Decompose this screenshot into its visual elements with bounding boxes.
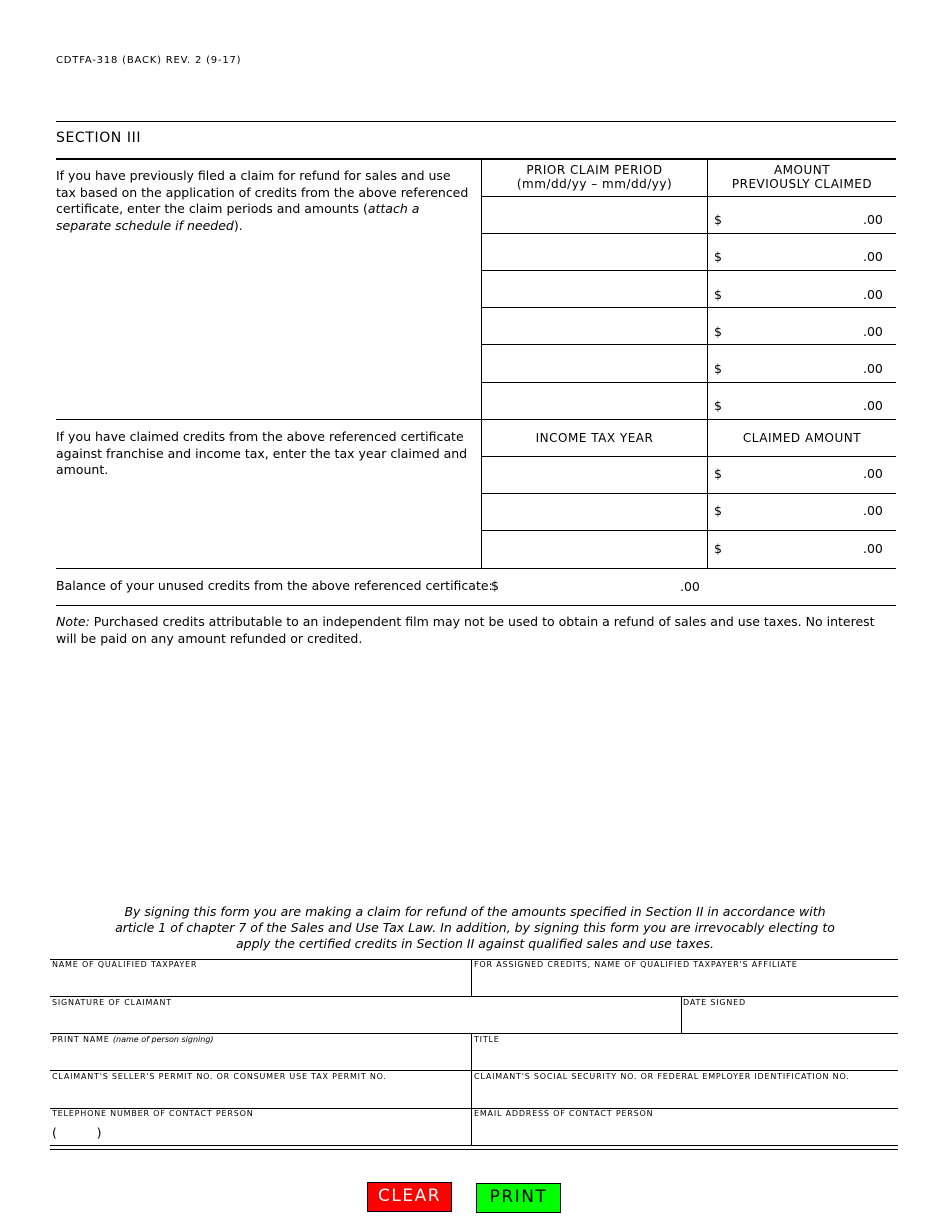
prior-claim-period-input[interactable] bbox=[484, 311, 704, 341]
amount-header-line1: AMOUNT bbox=[773, 163, 831, 177]
currency-symbol: $ bbox=[714, 249, 722, 264]
affiliate-name-label: FOR ASSIGNED CREDITS, NAME OF QUALIFIED TAXPAYER'S AFFILIATE bbox=[474, 960, 798, 969]
taxpayer-name-input[interactable] bbox=[52, 972, 467, 994]
cents-suffix: .00 bbox=[863, 466, 883, 481]
row-rule bbox=[481, 344, 896, 345]
currency-symbol: $ bbox=[714, 503, 722, 518]
field-divider bbox=[471, 959, 472, 996]
affiliate-name-input[interactable] bbox=[474, 972, 894, 994]
income-tax-year-input[interactable] bbox=[484, 534, 704, 564]
field-rule bbox=[50, 1033, 898, 1034]
print-name-input[interactable] bbox=[52, 1047, 467, 1069]
currency-symbol: $ bbox=[714, 361, 722, 376]
prior-claim-period-input[interactable] bbox=[484, 386, 704, 416]
title-label: TITLE bbox=[474, 1035, 500, 1044]
field-rule bbox=[50, 996, 898, 997]
row-rule bbox=[481, 307, 896, 308]
amount-header-line2: PREVIOUSLY CLAIMED bbox=[731, 177, 873, 191]
cents-suffix: .00 bbox=[863, 398, 883, 413]
telephone-area-code: ( ) bbox=[52, 1125, 102, 1140]
income-tax-year-input[interactable] bbox=[484, 460, 704, 490]
email-label: EMAIL ADDRESS OF CONTACT PERSON bbox=[474, 1109, 654, 1118]
telephone-input[interactable] bbox=[110, 1122, 465, 1142]
table-top-rule bbox=[56, 158, 896, 160]
prior-claim-amount-input[interactable] bbox=[726, 361, 861, 377]
prior-claim-period-header-line2: (mm/dd/yy – mm/dd/yy) bbox=[516, 177, 673, 191]
declaration-text: By signing this form you are making a claim for refund of the amounts specified in Section II in accordance with article 1 of chapter 7 of the Sales and Use Tax Law. In addition, by signing this form you are irrevocably electing to apply the certified credits in Section II against qualified sales and use taxes. bbox=[115, 904, 835, 951]
row-rule bbox=[481, 233, 896, 234]
prior-claims-end: ). bbox=[233, 217, 243, 233]
ssn-fein-label: CLAIMANT'S SOCIAL SECURITY NO. OR FEDERAL EMPLOYER IDENTIFICATION NO. bbox=[474, 1072, 850, 1081]
prior-claim-period-input[interactable] bbox=[484, 274, 704, 304]
email-input[interactable] bbox=[474, 1121, 894, 1143]
fields-bottom-rule-double bbox=[50, 1149, 898, 1150]
income-tax-year-header: INCOME TAX YEAR bbox=[535, 431, 654, 445]
claimed-amount-input[interactable] bbox=[726, 503, 861, 519]
prior-claims-italic: attach a separate schedule if needed bbox=[56, 201, 420, 233]
prior-claim-amount-input[interactable] bbox=[726, 212, 861, 228]
row-rule bbox=[481, 456, 896, 457]
row-rule bbox=[481, 382, 896, 383]
date-signed-input[interactable] bbox=[683, 1010, 893, 1032]
claimed-amount-input[interactable] bbox=[726, 541, 861, 557]
print-name-sublabel: (name of person signing) bbox=[112, 1035, 214, 1044]
field-divider bbox=[471, 1070, 472, 1108]
balance-top-rule bbox=[56, 568, 896, 569]
prior-claim-period-header bbox=[482, 163, 707, 191]
table-divider-left bbox=[481, 158, 482, 569]
prior-claim-period-header-line1: PRIOR CLAIM PERIOD bbox=[526, 163, 663, 177]
note-label: Note: bbox=[56, 614, 90, 629]
claimed-amount-header: CLAIMED AMOUNT bbox=[742, 431, 862, 445]
currency-symbol: $ bbox=[714, 324, 722, 339]
cents-suffix: .00 bbox=[863, 287, 883, 302]
taxpayer-name-label: NAME OF QUALIFIED TAXPAYER bbox=[52, 960, 198, 969]
balance-cents: .00 bbox=[680, 579, 700, 594]
row-rule bbox=[481, 530, 896, 531]
note-paragraph bbox=[56, 614, 891, 647]
balance-amount-input[interactable] bbox=[503, 578, 673, 594]
prior-claim-period-input[interactable] bbox=[484, 200, 704, 230]
ssn-fein-input[interactable] bbox=[474, 1084, 894, 1106]
cents-suffix: .00 bbox=[863, 324, 883, 339]
form-id: CDTFA-318 (BACK) REV. 2 (9-17) bbox=[56, 55, 242, 66]
fields-bottom-rule bbox=[50, 1145, 898, 1146]
date-signed-label: DATE SIGNED bbox=[683, 998, 746, 1007]
currency-symbol: $ bbox=[714, 212, 722, 227]
income-tax-year-input[interactable] bbox=[484, 497, 704, 527]
prior-claim-period-input[interactable] bbox=[484, 237, 704, 267]
field-rule bbox=[50, 1070, 898, 1071]
cents-suffix: .00 bbox=[863, 249, 883, 264]
balance-currency: $ bbox=[491, 578, 499, 593]
telephone-label: TELEPHONE NUMBER OF CONTACT PERSON bbox=[52, 1109, 254, 1118]
currency-symbol: $ bbox=[714, 287, 722, 302]
cents-suffix: .00 bbox=[863, 503, 883, 518]
cents-suffix: .00 bbox=[863, 361, 883, 376]
note-text: Purchased credits attributable to an independent film may not be used to obtain a refund of sales and use taxes. No interest will be paid on any amount refunded or credited. bbox=[56, 614, 875, 646]
claimed-amount-input[interactable] bbox=[726, 466, 861, 482]
section-title: SECTION III bbox=[56, 130, 142, 146]
prior-claim-amount-input[interactable] bbox=[726, 287, 861, 303]
title-input[interactable] bbox=[474, 1047, 894, 1069]
prior-claims-instruction bbox=[56, 168, 474, 234]
currency-symbol: $ bbox=[714, 466, 722, 481]
prior-claim-period-input[interactable] bbox=[484, 348, 704, 378]
clear-button[interactable]: CLEAR bbox=[367, 1182, 452, 1212]
income-tax-instruction: If you have claimed credits from the above referenced certificate against franchise and income tax, enter the tax year claimed and amount. bbox=[56, 429, 468, 477]
prior-claim-amount-input[interactable] bbox=[726, 398, 861, 414]
signature-label: SIGNATURE OF CLAIMANT bbox=[52, 998, 172, 1007]
table-divider-right bbox=[707, 158, 708, 569]
row-rule bbox=[481, 270, 896, 271]
cents-suffix: .00 bbox=[863, 212, 883, 227]
permit-number-label: CLAIMANT'S SELLER'S PERMIT NO. OR CONSUMER USE TAX PERMIT NO. bbox=[52, 1072, 387, 1081]
field-divider bbox=[471, 1108, 472, 1145]
row-rule bbox=[481, 493, 896, 494]
print-button[interactable]: PRINT bbox=[476, 1183, 561, 1213]
permit-number-input[interactable] bbox=[52, 1084, 467, 1106]
prior-claims-text: If you have previously filed a claim for refund for sales and use tax based on the application of credits from the above referenced certificate, enter the claim periods and amounts ( bbox=[56, 168, 469, 216]
prior-claim-amount-input[interactable] bbox=[726, 324, 861, 340]
balance-label: Balance of your unused credits from the above referenced certificate: bbox=[56, 578, 493, 593]
row-rule bbox=[481, 196, 896, 197]
income-tax-top-rule bbox=[56, 419, 896, 420]
print-name-label-text: PRINT NAME bbox=[52, 1035, 110, 1044]
section-top-rule bbox=[56, 121, 896, 122]
signature-input[interactable] bbox=[52, 1010, 677, 1032]
currency-symbol: $ bbox=[714, 541, 722, 556]
balance-bottom-rule bbox=[56, 605, 896, 606]
amount-previously-claimed-header bbox=[708, 163, 896, 191]
cents-suffix: .00 bbox=[863, 541, 883, 556]
prior-claim-amount-input[interactable] bbox=[726, 249, 861, 265]
field-divider bbox=[471, 1033, 472, 1070]
currency-symbol: $ bbox=[714, 398, 722, 413]
print-name-label bbox=[52, 1035, 214, 1044]
field-divider bbox=[681, 996, 682, 1033]
